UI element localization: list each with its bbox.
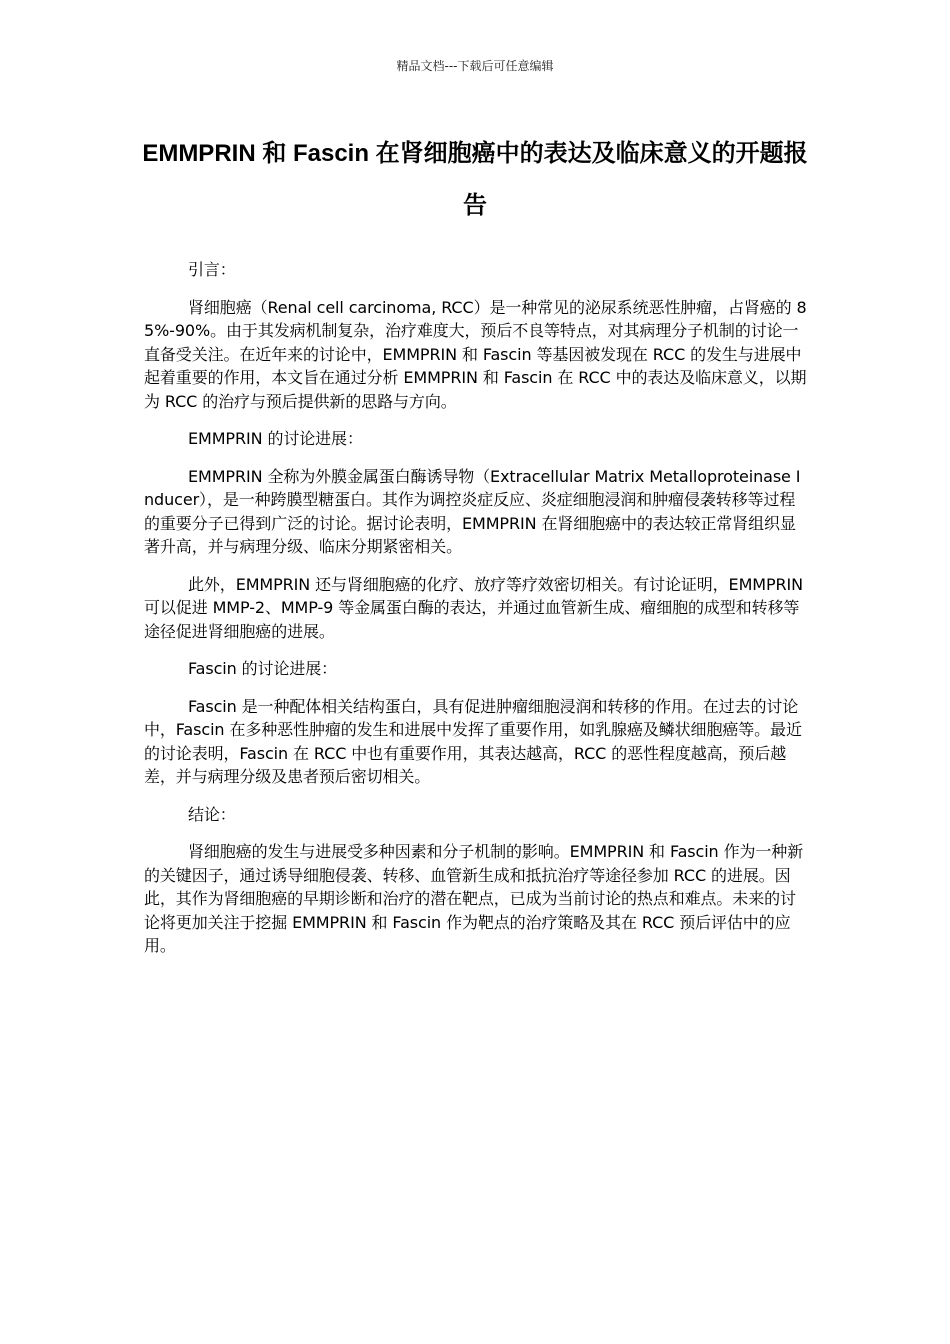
section-heading-emmprin: EMMPRIN 的讨论进展： xyxy=(188,429,363,448)
document-body xyxy=(144,258,808,972)
section-heading-introduction: 引言： xyxy=(188,260,236,279)
document-title: EMMPRIN 和 Fascin 在肾细胞癌中的表达及临床意义的开题报告 xyxy=(142,140,808,219)
paragraph-emmprin-therapy: 此外，EMMPRIN 还与肾细胞癌的化疗、放疗等疗效密切相关。有讨论证明，EMMPRIN 可以促进 MMP-2、MMP-9 等金属蛋白酶的表达，并通过血管新生成、瘤细胞的成型和转移等途径促进肾细胞癌的进展。 xyxy=(144,574,804,641)
section-heading-conclusion: 结论： xyxy=(188,804,236,824)
paragraph-conclusion: 肾细胞癌的发生与进展受多种因素和分子机制的影响。EMMPRIN 和 Fascin 作为一种新的关键因子，通过诱导细胞侵袭、转移、血管新生成和抵抗治疗等途径参加 RCC 的进展。因此，其作为肾细胞癌的早期诊断和治疗的潜在靶点，已成为当前讨论的热点和难点。未来的讨论将更加关注于挖掘 EMMPRIN 和 Fascin 作为靶点的治疗策略及其在 RCC 预后评估中的应用。 xyxy=(144,842,804,955)
paragraph-emmprin-definition: EMMPRIN 全称为外膜金属蛋白酶诱导物（Extracellular Matrix Metalloproteinase Inducer），是一种跨膜型糖蛋白。其作为调控炎症反应、炎症细胞浸润和肿瘤侵袭转移等过程的重要分子已得到广泛的讨论。据讨论表明，EMMPRIN 在肾细胞癌中的表达较正常肾组织显著升高，并与病理分级、临床分期紧密相关。 xyxy=(144,466,801,556)
paragraph-fascin: Fascin 是一种配体相关结构蛋白，具有促进肿瘤细胞浸润和转移的作用。在过去的讨论中，Fascin 在多种恶性肿瘤的发生和进展中发挥了重要作用，如乳腺癌及鳞状细胞癌等。最近的讨论表明，Fascin 在 RCC 中也有重要作用，其表达越高，RCC 的恶性程度越高，预后越差，并与病理分级及患者预后密切相关。 xyxy=(144,696,802,786)
section-heading-fascin: Fascin 的讨论进展： xyxy=(188,659,338,678)
paragraph-introduction: 肾细胞癌（Renal cell carcinoma, RCC）是一种常见的泌尿系统恶性肿瘤，占肾癌的 85%-90%。由于其发病机制复杂，治疗难度大，预后不良等特点，对其病理分子机制的讨论一直备受关注。在近年来的讨论中，EMMPRIN 和 Fascin 等基因被发现在 RCC 的发生与进展中起着重要的作用，本文旨在通过分析 EMMPRIN 和 Fascin 在 RCC 中的表达及临床意义，以期为 RCC 的治疗与预后提供新的思路与方向。 xyxy=(144,297,807,411)
page-header-watermark: 精品文档---下载后可任意编辑 xyxy=(396,59,554,73)
